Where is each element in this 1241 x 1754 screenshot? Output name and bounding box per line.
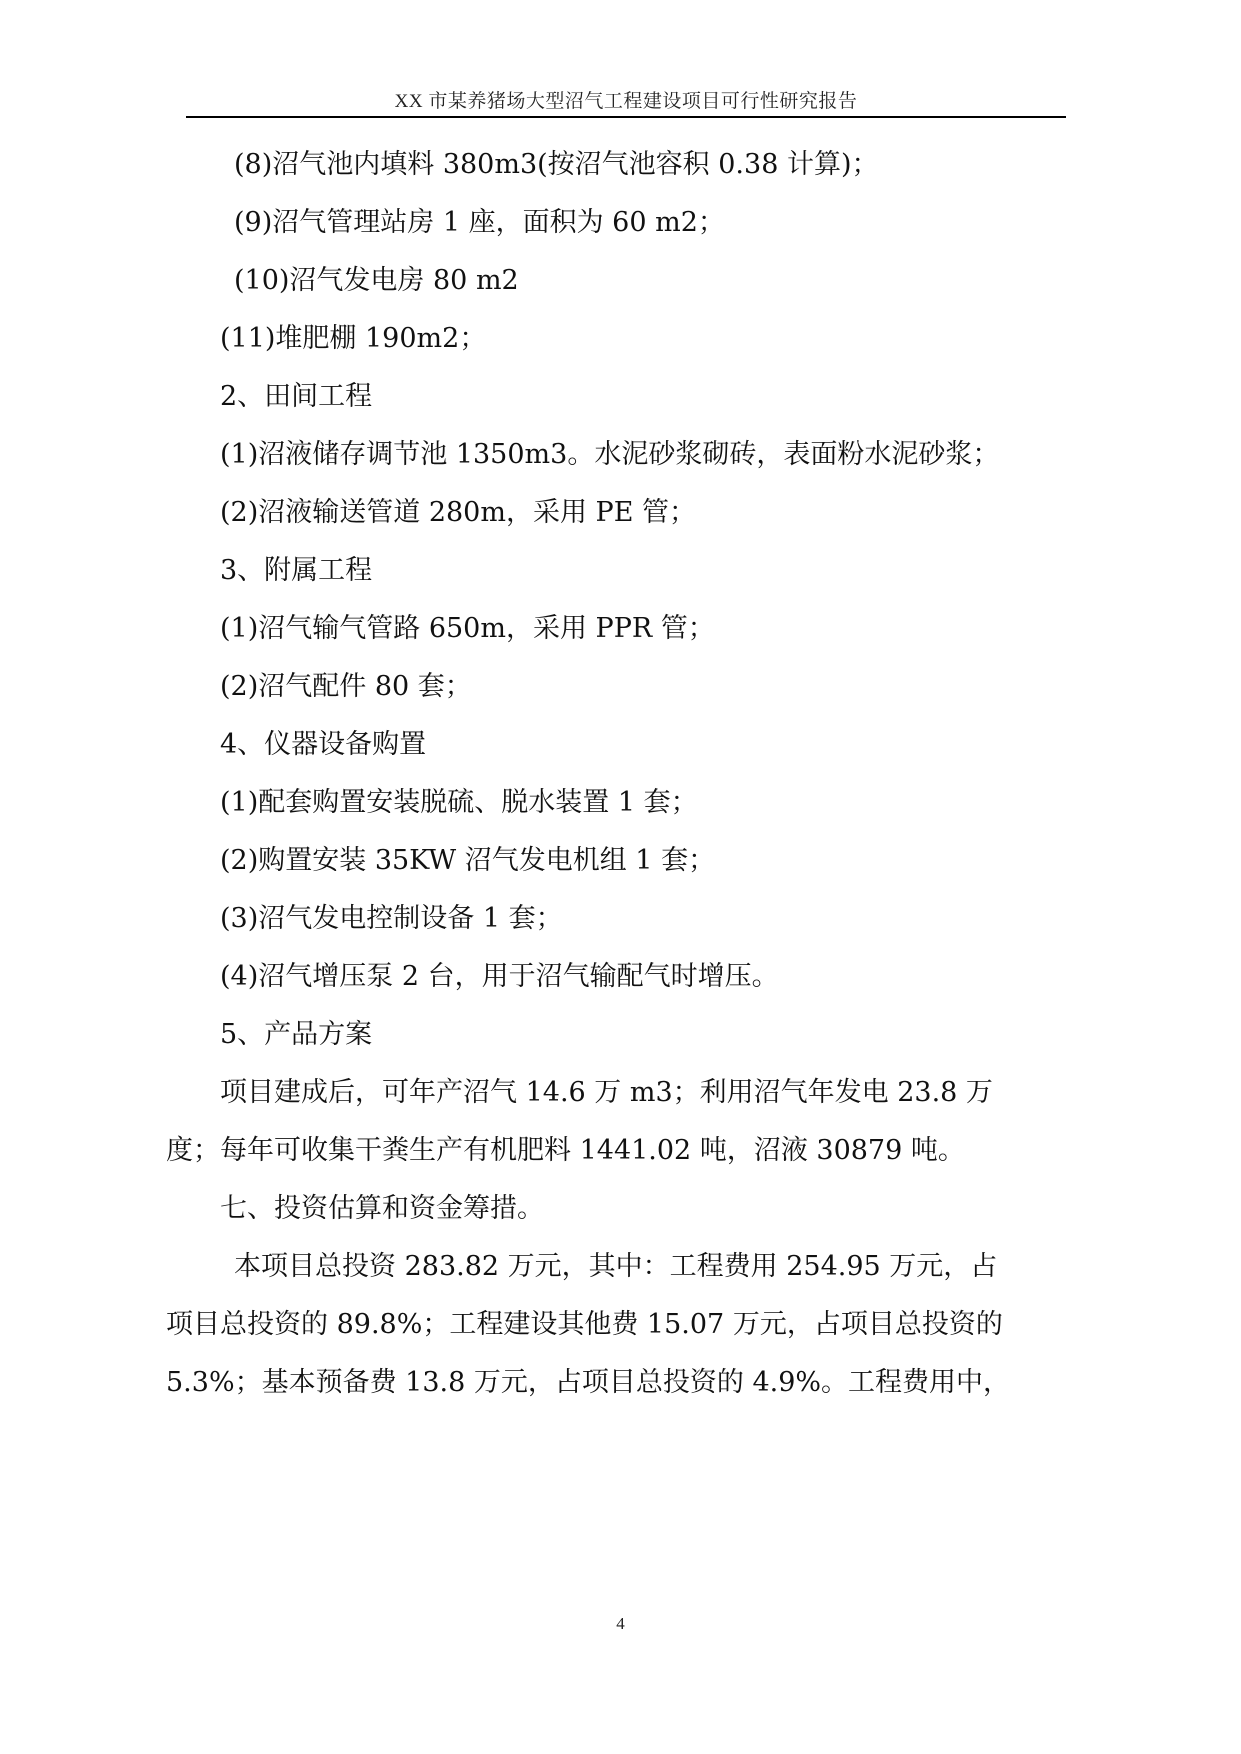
body-line-10: (2)沼气配件 80 套； [220, 671, 472, 702]
body-line-18: 度；每年可收集干粪生产有机肥料 1441.02 吨，沼液 30879 吨。 [166, 1135, 965, 1166]
body-line-3: (10)沼气发电房 80 m2 [234, 265, 519, 296]
body-line-9: (1)沼气输气管路 650m，采用 PPR 管； [220, 613, 715, 644]
body-line-17: 项目建成后，可年产沼气 14.6 万 m3；利用沼气年发电 23.8 万 [220, 1077, 993, 1108]
body-line-15: (4)沼气增压泵 2 台，用于沼气输配气时增压。 [220, 961, 779, 992]
running-header: XX 市某养猪场大型沼气工程建设项目可行性研究报告 [394, 91, 858, 112]
page-number: 4 [616, 1614, 625, 1633]
body-line-4: (11)堆肥棚 190m2； [220, 323, 487, 354]
section-heading-3: 3、附属工程 [220, 555, 373, 586]
body-line-14: (3)沼气发电控制设备 1 套； [220, 903, 563, 934]
body-line-12: (1)配套购置安装脱硫、脱水装置 1 套； [220, 787, 698, 818]
section-heading-5: 5、产品方案 [220, 1019, 373, 1050]
body-line-21: 项目总投资的 89.8%；工程建设其他费 15.07 万元，占项目总投资的 [166, 1309, 1003, 1340]
body-line-22: 5.3%；基本预备费 13.8 万元，占项目总投资的 4.9%。工程费用中， [166, 1367, 1011, 1398]
body-line-1: (8)沼气池内填料 380m3(按沼气池容积 0.38 计算)； [234, 149, 879, 180]
body-line-20: 本项目总投资 283.82 万元，其中：工程费用 254.95 万元，占 [234, 1251, 998, 1282]
body-line-6: (1)沼液储存调节池 1350m3。水泥砂浆砌砖，表面粉水泥砂浆； [220, 439, 1000, 470]
section-heading-2: 2、田间工程 [220, 381, 373, 412]
body-line-7: (2)沼液输送管道 280m，采用 PE 管； [220, 497, 697, 528]
section-heading-7: 七、投资估算和资金筹措。 [220, 1193, 544, 1224]
section-heading-4: 4、仪器设备购置 [220, 729, 427, 760]
body-line-2: (9)沼气管理站房 1 座，面积为 60 m2； [234, 207, 725, 238]
header-rule [186, 116, 1066, 118]
body-line-13: (2)购置安装 35KW 沼气发电机组 1 套； [220, 845, 716, 876]
